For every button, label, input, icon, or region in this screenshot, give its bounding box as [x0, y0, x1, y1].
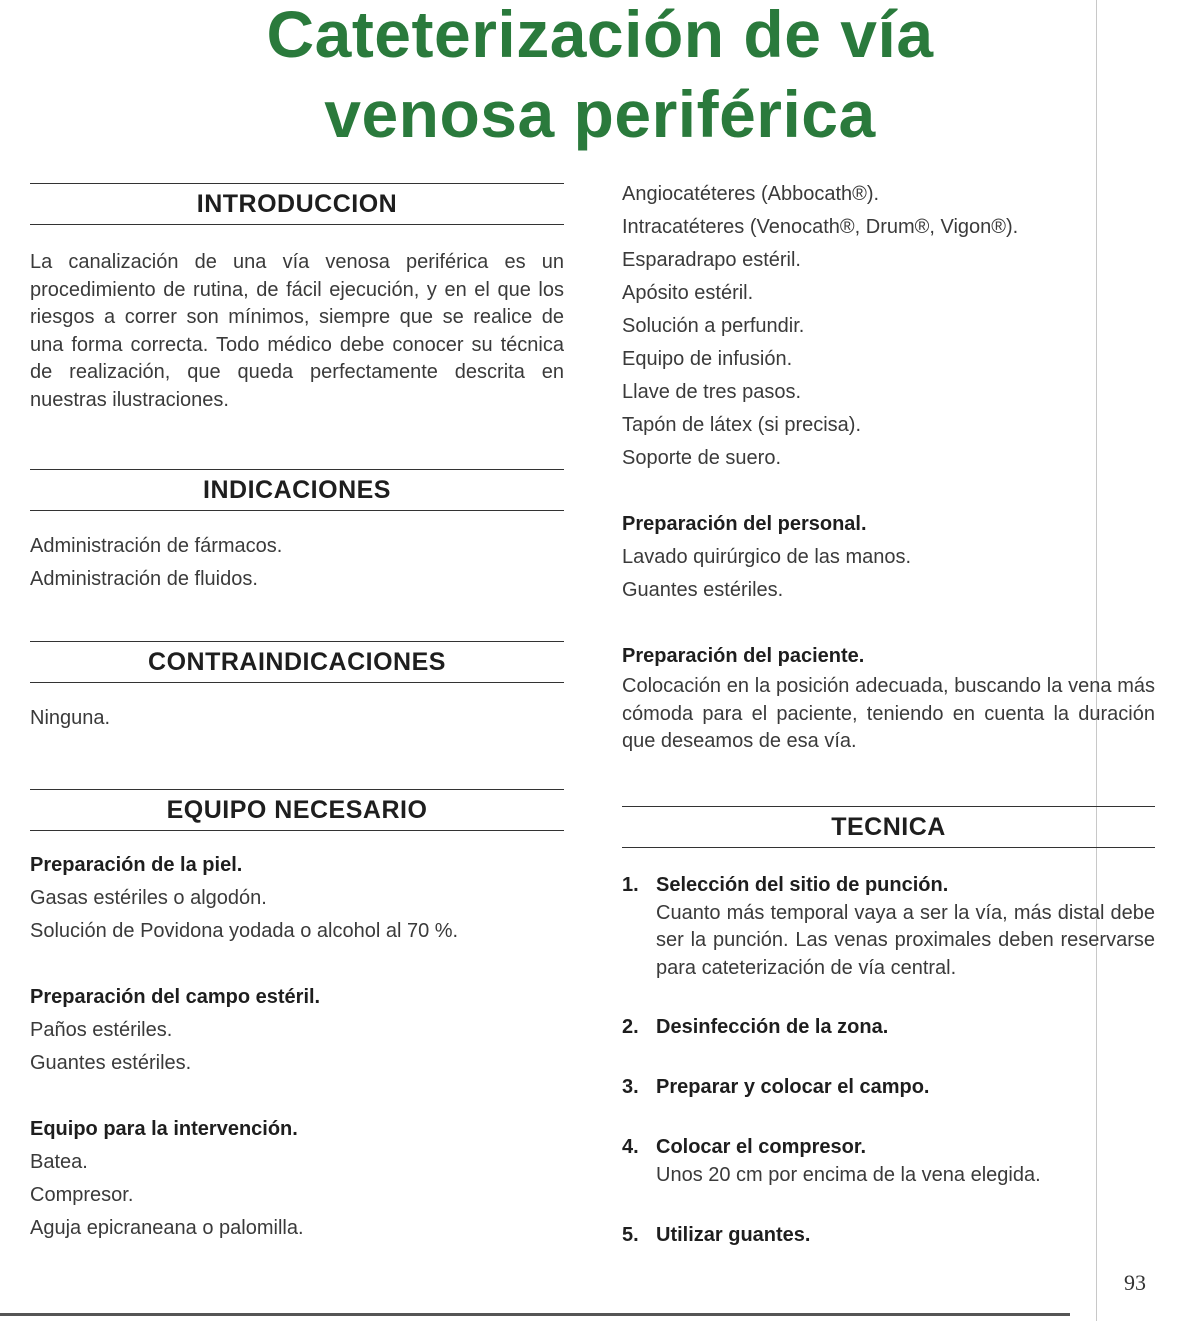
introduccion-heading: INTRODUCCION	[30, 183, 564, 225]
equipo-campo-item: Guantes estériles.	[30, 1052, 192, 1074]
equipo-intervencion-item: Apósito estéril.	[622, 282, 754, 304]
paciente-title: Preparación del paciente.	[622, 645, 865, 667]
tecnica-step	[622, 870, 1155, 983]
equipo-intervencion-item: Angiocatéteres (Abbocath®).	[622, 183, 880, 205]
step-body: Cuanto más temporal vaya a ser la vía, más distal debe ser la punción. Las venas proximales deben reservarse para cateterización de vía central.	[656, 901, 1155, 979]
step-title: Colocar el compresor.	[656, 1136, 867, 1158]
equipo-intervencion-item: Llave de tres pasos.	[622, 381, 801, 403]
equipo-intervencion-item: Aguja epicraneana o palomilla.	[30, 1217, 304, 1239]
equipo-intervencion-item: Batea.	[30, 1151, 88, 1173]
equipo-heading: EQUIPO NECESARIO	[30, 789, 564, 831]
step-title: Selección del sitio de punción.	[656, 873, 949, 896]
step-number: 2.	[622, 1016, 639, 1038]
equipo-intervencion-item: Solución a perfundir.	[622, 315, 805, 337]
indicaciones-item: Administración de fármacos.	[30, 535, 283, 557]
step-title: Desinfección de la zona.	[656, 1016, 889, 1038]
contraindicaciones-heading: CONTRAINDICACIONES	[30, 641, 564, 683]
step-number: 1.	[622, 873, 639, 896]
step-number: 5.	[622, 1223, 639, 1246]
equipo-intervencion-item: Tapón de látex (si precisa).	[622, 414, 862, 436]
step-number: 3.	[622, 1076, 639, 1098]
introduccion-paragraph: La canalización de una vía venosa periférica es un procedimiento de rutina, de fácil ejecución, y en el que los riesgos a correr son mínimos, siempre que se realice de una forma correcta. Todo médico debe conocer su técnica de realización, que queda perfectamente descrita en nuestras ilustraciones.	[30, 251, 564, 411]
page-title-line-2: venosa periférica	[324, 77, 876, 151]
tecnica-step	[622, 1132, 1155, 1190]
equipo-campo-title: Preparación del campo estéril.	[30, 986, 321, 1008]
page-title-line-1: Cateterización de vía	[266, 0, 934, 71]
tecnica-step	[622, 1220, 1155, 1250]
paciente-paragraph: Colocación en la posición adecuada, buscando la vena más cómoda para el paciente, teniendo en cuenta la duración que deseamos de esa vía.	[622, 675, 1155, 752]
personal-item: Lavado quirúrgico de las manos.	[622, 546, 912, 568]
step-title: Preparar y colocar el campo.	[656, 1076, 930, 1098]
tecnica-step	[622, 1072, 1155, 1102]
bottom-rule	[0, 1313, 1070, 1316]
equipo-intervencion-item: Compresor.	[30, 1184, 134, 1206]
equipo-intervencion-item: Esparadrapo estéril.	[622, 249, 801, 271]
equipo-intervencion-item: Equipo de infusión.	[622, 348, 793, 370]
right-column	[622, 178, 1155, 1250]
equipo-intervencion-item: Soporte de suero.	[622, 447, 781, 469]
tecnica-step	[622, 1012, 1155, 1042]
personal-item: Guantes estériles.	[622, 579, 784, 601]
step-title: Utilizar guantes.	[656, 1223, 811, 1246]
contraindicaciones-item: Ninguna.	[30, 707, 111, 729]
tecnica-heading: TECNICA	[622, 806, 1155, 848]
equipo-campo-item: Paños estériles.	[30, 1019, 173, 1041]
equipo-intervencion-title: Equipo para la intervención.	[30, 1118, 298, 1140]
personal-title: Preparación del personal.	[622, 513, 867, 535]
step-body: Unos 20 cm por encima de la vena elegida.	[656, 1164, 1041, 1186]
indicaciones-item: Administración de fluidos.	[30, 568, 258, 590]
step-number: 4.	[622, 1136, 639, 1158]
equipo-piel-item: Solución de Povidona yodada o alcohol al 70 %.	[30, 920, 459, 942]
page-number: 93	[1124, 1270, 1146, 1295]
equipo-intervencion-item: Intracatéteres (Venocath®, Drum®, Vigon®).	[622, 216, 1019, 238]
equipo-piel-item: Gasas estériles o algodón.	[30, 887, 267, 909]
left-column	[30, 183, 564, 1245]
page-title	[0, 0, 1200, 154]
equipo-piel-title: Preparación de la piel.	[30, 854, 243, 876]
indicaciones-heading: INDICACIONES	[30, 469, 564, 511]
